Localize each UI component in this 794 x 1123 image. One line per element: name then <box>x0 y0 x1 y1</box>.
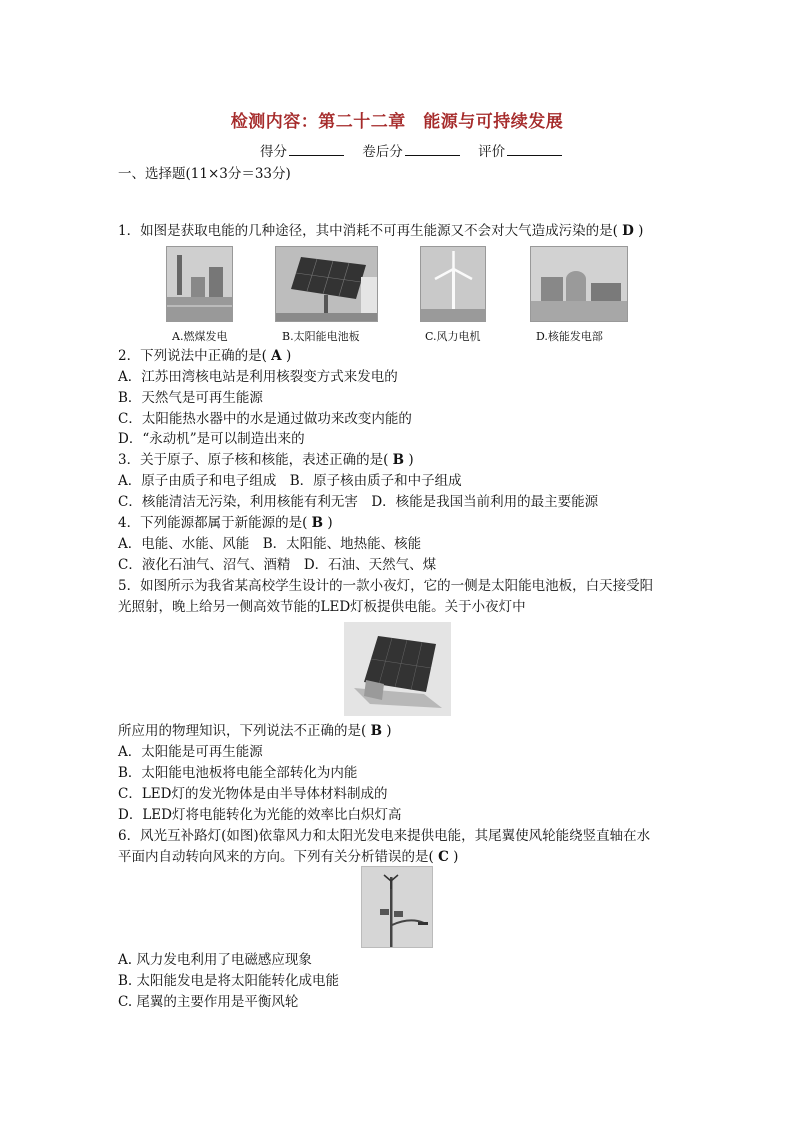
question-4-close: ) <box>327 515 333 531</box>
question-5-line1: 5．如图所示为我省某高校学生设计的一款小夜灯，它的一侧是太阳能电池板，白天接受阳 <box>118 578 654 594</box>
question-6-stem: 平面内自动转向风来的方向。下列有关分析错误的是( <box>118 849 434 865</box>
question-5-line3 <box>118 722 392 740</box>
question-5-line2: 光照射，晚上给另一侧高效节能的LED灯板提供电能。关于小夜灯中 <box>118 599 526 615</box>
question-1 <box>118 222 643 240</box>
coal-power-photo <box>166 246 233 322</box>
q2-option-b: B．天然气是可再生能源 <box>118 390 263 406</box>
solar-night-light-photo <box>344 622 451 716</box>
after-score-blank <box>405 143 460 156</box>
caption-b: B.太阳能电池板 <box>282 330 360 343</box>
q4-options-cd: C．液化石油气、沼气、酒精 D．石油、天然气、煤 <box>118 557 437 573</box>
question-2-answer: A <box>271 348 282 364</box>
question-4-answer: B <box>311 515 324 531</box>
question-2-close: ) <box>285 348 292 364</box>
question-1-answer: D <box>622 223 634 239</box>
q3-options-ab: A．原子由质子和电子组成 B．原子核由质子和中子组成 <box>118 473 462 489</box>
question-2 <box>118 347 291 365</box>
q2-option-d: D．“永动机”是可以制造出来的 <box>118 431 305 447</box>
score-line <box>260 140 576 160</box>
question-1-stem: 1．如图是获取电能的几种途径，其中消耗不可再生能源又不会对大气造成污染的是( <box>118 223 618 239</box>
caption-c: C.风力电机 <box>425 330 481 343</box>
question-5-stem: 所应用的物理知识，下列说法不正确的是( <box>118 723 367 739</box>
question-6-line1: 6．风光互补路灯(如图)依靠风力和太阳光发电来提供电能，其尾翼使风轮能绕竖直轴在水 <box>118 828 651 844</box>
q4-options-ab: A．电能、水能、风能 B．太阳能、地热能、核能 <box>118 536 422 552</box>
section-heading: 一、选择题(11×3分＝33分) <box>118 166 291 182</box>
evaluation-label: 评价 <box>478 144 506 160</box>
question-3-close: ) <box>408 452 414 468</box>
caption-d: D.核能发电部 <box>536 330 603 343</box>
nuclear-plant-photo <box>530 246 628 322</box>
q5-option-c: C．LED灯的发光物体是由半导体材料制成的 <box>118 786 388 802</box>
q6-option-a: A. 风力发电利用了电磁感应现象 <box>118 952 312 968</box>
question-2-stem: 2．下列说法中正确的是( <box>118 348 267 364</box>
question-6-answer: C <box>438 849 449 865</box>
wind-turbine-photo <box>420 246 486 322</box>
q6-option-b: B. 太阳能发电是将太阳能转化成电能 <box>118 973 340 989</box>
question-3-stem: 3．关于原子、原子核和核能，表述正确的是( <box>118 452 389 468</box>
score-blank <box>289 143 344 156</box>
question-3 <box>118 451 414 469</box>
q2-option-c: C．太阳能热水器中的水是通过做功来改变内能的 <box>118 411 412 427</box>
evaluation-blank <box>507 143 562 156</box>
score-label: 得分 <box>260 144 287 160</box>
q5-option-d: D．LED灯将电能转化为光能的效率比白炽灯高 <box>118 807 402 823</box>
question-5-close: ) <box>386 723 392 739</box>
page-title: 检测内容：第二十二章 能源与可持续发展 <box>230 112 564 132</box>
solar-panel-photo <box>275 246 378 322</box>
question-6-line2 <box>118 848 458 866</box>
question-4-stem: 4．下列能源都属于新能源的是( <box>118 515 308 531</box>
caption-a: A.燃煤发电 <box>172 330 228 343</box>
q6-option-c: C. 尾翼的主要作用是平衡风轮 <box>118 994 299 1010</box>
after-score-label: 卷后分 <box>362 144 403 160</box>
question-6-close: ) <box>453 849 459 865</box>
question-3-answer: B <box>392 452 405 468</box>
question-1-close: ) <box>638 223 644 239</box>
q3-options-cd: C．核能清洁无污染，利用核能有利无害 D．核能是我国当前利用的最主要能源 <box>118 494 599 510</box>
q2-option-a: A．江苏田湾核电站是利用核裂变方式来发电的 <box>118 369 398 385</box>
q5-option-a: A．太阳能是可再生能源 <box>118 744 263 760</box>
question-4 <box>118 514 333 532</box>
q5-option-b: B．太阳能电池板将电能全部转化为内能 <box>118 765 358 781</box>
question-5-answer: B <box>370 723 382 739</box>
wind-solar-streetlight-photo <box>361 866 433 948</box>
